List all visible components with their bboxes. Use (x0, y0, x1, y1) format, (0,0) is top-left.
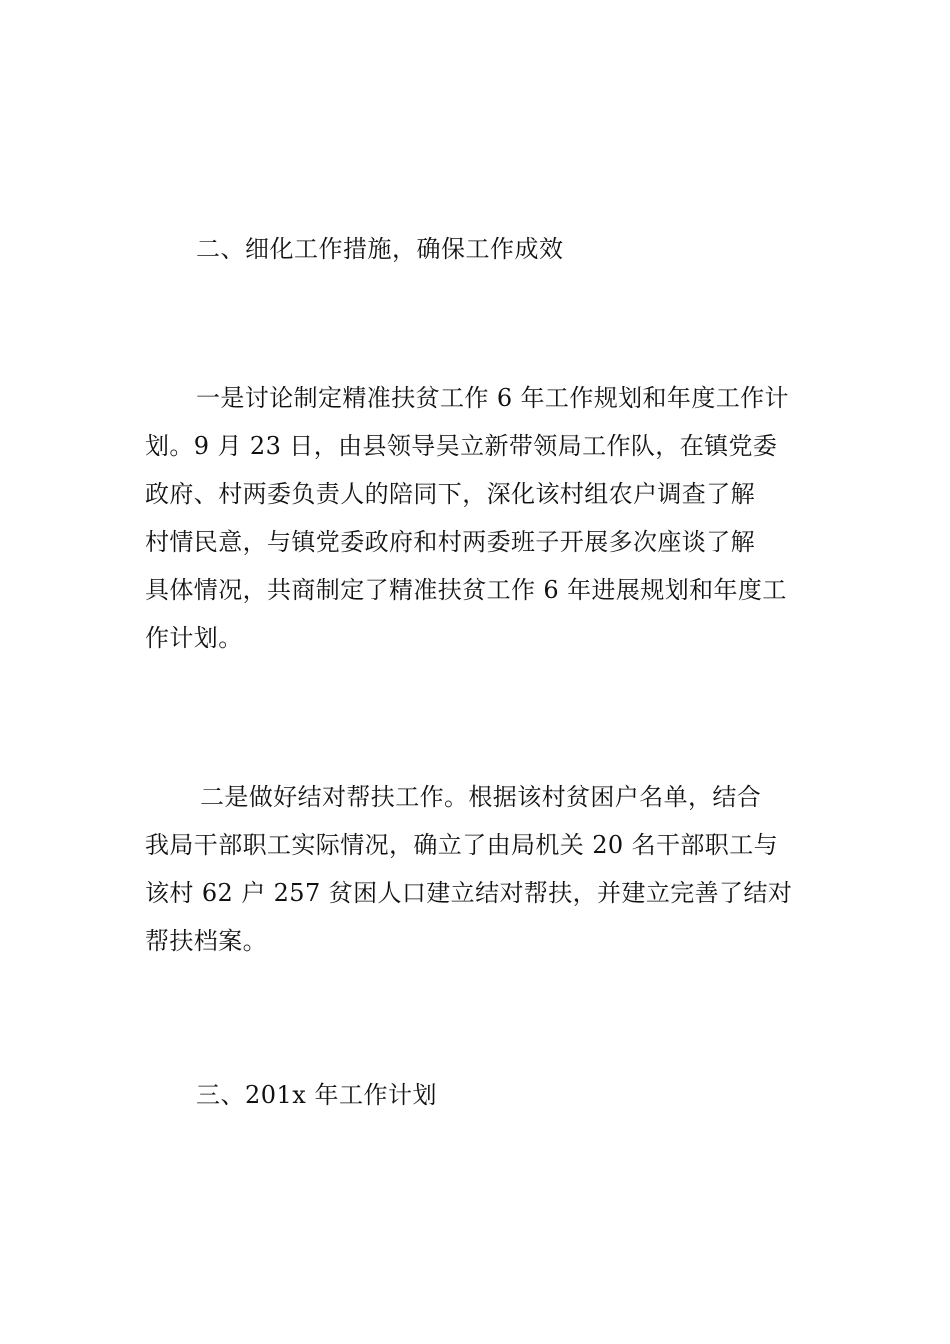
paragraph-1 (145, 374, 810, 662)
paragraph-2 (145, 773, 810, 965)
paragraph-line: 作计划。 (145, 624, 243, 652)
section-heading-2: 二、细化工作措施，确保工作成效 (196, 235, 564, 263)
paragraph-line: 我局干部职工实际情况，确立了由局机关 20 名干部职工与 (145, 831, 778, 859)
paragraph-line: 帮扶档案。 (145, 927, 267, 955)
paragraph-line: 村情民意，与镇党委政府和村两委班子开展多次座谈了解 (145, 528, 755, 556)
paragraph-line: 二是做好结对帮扶工作。根据该村贫困户名单，结合 (200, 783, 762, 811)
paragraph-line: 具体情况，共商制定了精准扶贫工作 6 年进展规划和年度工 (145, 576, 787, 604)
paragraph-line: 划。9 月 23 日，由县领导吴立新带领局工作队，在镇党委 (145, 432, 778, 460)
paragraph-line: 一是讨论制定精准扶贫工作 6 年工作规划和年度工作计 (196, 384, 789, 412)
section-heading-3: 三、201x 年工作计划 (196, 1081, 437, 1109)
paragraph-line: 该村 62 户 257 贫困人口建立结对帮扶，并建立完善了结对 (145, 879, 793, 907)
paragraph-line: 政府、村两委负责人的陪同下，深化该村组农户调查了解 (145, 480, 755, 508)
